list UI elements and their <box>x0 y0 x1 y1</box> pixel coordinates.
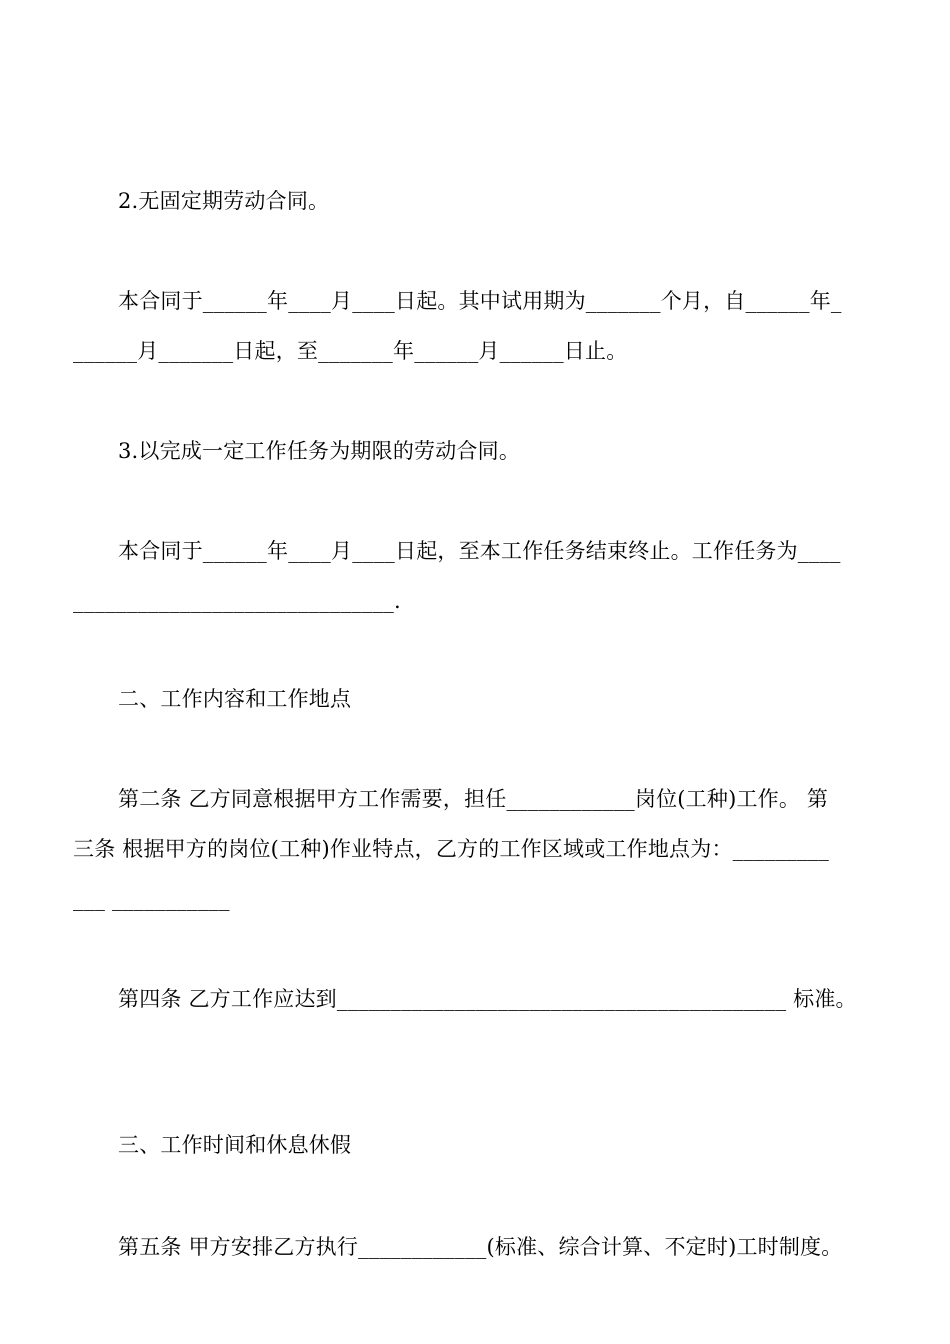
contract-period-line-1: 本合同于______年____月____日起。其中试用期为_______个月，自______年_ <box>118 289 842 313</box>
contract-period-line-2: ______月_______日起，至_______年______月______日止。 <box>73 339 628 363</box>
article-3-line-1: 三条 根据甲方的岗位(工种)作业特点，乙方的工作区域或工作地点为：_________ <box>73 837 829 861</box>
article-5-line: 第五条 甲方安排乙方执行____________(标准、综合计算、不定时)工时制度。 <box>118 1235 843 1259</box>
section-work-hours-heading: 三、工作时间和休息休假 <box>118 1133 352 1157</box>
task-contract-line-2: ______________________________. <box>73 589 401 613</box>
article-3-line-2: ___ ___________ <box>73 887 230 911</box>
task-contract-line-1: 本合同于______年____月____日起，至本工作任务结束终止。工作任务为____ <box>118 539 841 563</box>
clause-task-based-heading: 3.以完成一定工作任务为期限的劳动合同。 <box>118 439 521 463</box>
clause-fixed-term-none-heading: 2.无固定期劳动合同。 <box>118 189 330 213</box>
section-work-content-heading: 二、工作内容和工作地点 <box>118 687 352 711</box>
article-4-line: 第四条 乙方工作应达到__________________________________________ 标准。 <box>118 987 857 1011</box>
article-2-line-1: 第二条 乙方同意根据甲方工作需要，担任____________岗位(工种)工作。 第 <box>118 787 829 811</box>
